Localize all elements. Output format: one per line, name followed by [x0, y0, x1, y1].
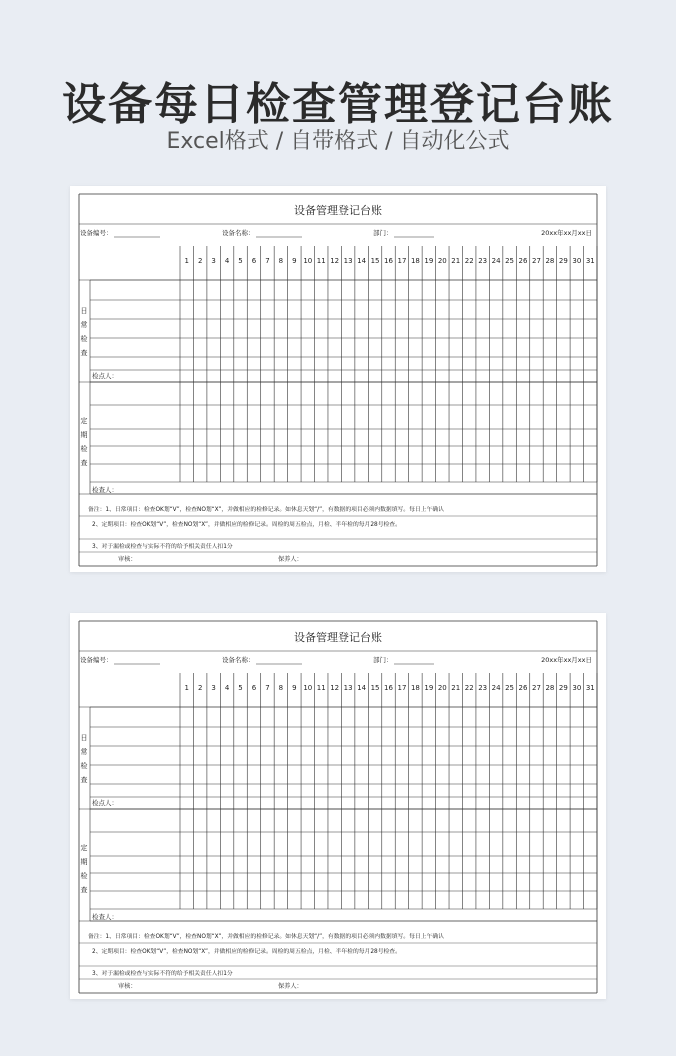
day-number-10: 10: [303, 257, 313, 265]
day-number-13: 13: [343, 684, 353, 692]
note-2: 2、定期项目：检查OK划“V”，检查NO划“X”，并做相应的检修记录。周检的周五检点，月检、半年检的每月28号检查。: [92, 522, 401, 528]
day-number-21: 21: [451, 684, 461, 692]
day-number-5: 5: [238, 257, 243, 265]
day-number-22: 22: [464, 684, 474, 692]
daily-section-label-char: 检: [80, 335, 88, 343]
day-number-25: 25: [505, 684, 515, 692]
day-number-30: 30: [572, 684, 582, 692]
day-number-17: 17: [397, 684, 407, 692]
day-number-19: 19: [424, 257, 434, 265]
day-number-5: 5: [238, 684, 243, 692]
day-number-8: 8: [278, 684, 284, 692]
day-number-20: 20: [437, 257, 447, 265]
day-number-27: 27: [532, 257, 541, 265]
day-number-9: 9: [292, 684, 297, 692]
day-number-11: 11: [316, 684, 326, 692]
day-number-9: 9: [292, 257, 297, 265]
day-number-28: 28: [545, 684, 555, 692]
day-number-15: 15: [370, 257, 380, 265]
day-number-28: 28: [545, 257, 555, 265]
daily-section-label-char: 查: [80, 349, 88, 357]
department-label: 部门：: [373, 229, 393, 237]
periodic-section-label-char: 查: [80, 459, 88, 467]
day-number-29: 29: [558, 257, 568, 265]
periodic-section-label-char: 期: [80, 858, 88, 866]
maintainer-label: 保养人：: [278, 983, 303, 990]
note-3: 3、对于漏检或检查与实际不符的给予相关责任人扣1分: [92, 971, 233, 977]
day-number-8: 8: [278, 257, 284, 265]
day-number-6: 6: [251, 684, 257, 692]
day-number-23: 23: [478, 257, 488, 265]
day-number-21: 21: [451, 257, 461, 265]
day-number-3: 3: [211, 684, 216, 692]
note-2: 2、定期项目：检查OK划“V”，检查NO划“X”，并做相应的检修记录。周检的周五检点，月检、半年检的每月28号检查。: [92, 949, 401, 955]
page-title: 设备每日检查管理登记台账: [62, 79, 614, 130]
equipment-name-label: 设备名称：: [222, 656, 255, 664]
ledger-sheet-1: [70, 186, 606, 572]
day-number-13: 13: [343, 257, 353, 265]
page-subtitle: Excel格式 / 自带格式 / 自动化公式: [166, 129, 510, 154]
day-number-12: 12: [330, 257, 340, 265]
day-number-23: 23: [478, 684, 488, 692]
day-number-25: 25: [505, 257, 515, 265]
day-number-12: 12: [330, 684, 340, 692]
checker-label: 检查人：: [92, 913, 118, 921]
periodic-section-label-char: 检: [80, 872, 88, 880]
day-number-30: 30: [572, 257, 582, 265]
day-number-4: 4: [224, 684, 230, 692]
equipment-no-label: 设备编号：: [80, 656, 113, 664]
sheet-title: 设备管理登记台账: [294, 631, 382, 644]
day-number-29: 29: [558, 684, 568, 692]
day-number-7: 7: [265, 257, 270, 265]
periodic-section-label-char: 检: [80, 445, 88, 453]
day-number-18: 18: [410, 257, 420, 265]
day-number-31: 31: [585, 684, 595, 692]
maintainer-label: 保养人：: [278, 556, 303, 563]
daily-section-label-char: 常: [80, 748, 88, 756]
inspector-label: 检点人：: [92, 799, 118, 807]
day-number-20: 20: [437, 684, 447, 692]
daily-section-label-char: 常: [80, 321, 88, 329]
day-number-16: 16: [384, 684, 393, 692]
day-number-2: 2: [197, 684, 203, 692]
checker-label: 检查人：: [92, 486, 118, 494]
reviewer-label: 审核：: [118, 556, 137, 563]
day-number-18: 18: [410, 684, 420, 692]
periodic-section-label-char: 定: [80, 417, 88, 425]
day-number-31: 31: [585, 257, 595, 265]
ledger-sheet-preview-1: [70, 186, 606, 572]
day-number-17: 17: [397, 257, 407, 265]
day-number-6: 6: [251, 257, 257, 265]
periodic-section-label-char: 查: [80, 886, 88, 894]
day-number-19: 19: [424, 684, 434, 692]
daily-section-label-char: 检: [80, 762, 88, 770]
day-number-1: 1: [184, 684, 189, 692]
day-number-24: 24: [491, 257, 501, 265]
day-number-1: 1: [184, 257, 189, 265]
daily-section-label-char: 日: [80, 307, 88, 315]
day-number-14: 14: [357, 257, 367, 265]
day-number-3: 3: [211, 257, 216, 265]
day-number-27: 27: [532, 684, 541, 692]
equipment-name-label: 设备名称：: [222, 229, 255, 237]
inspector-label: 检点人：: [92, 372, 118, 380]
reviewer-label: 审核：: [118, 983, 137, 990]
periodic-section-label-char: 期: [80, 431, 88, 439]
ledger-sheet-2: [70, 613, 606, 999]
daily-section-label-char: 查: [80, 776, 88, 784]
record-date: 20xx年xx月xx日: [541, 229, 592, 237]
record-date: 20xx年xx月xx日: [541, 656, 592, 664]
day-number-10: 10: [303, 684, 313, 692]
periodic-section-label-char: 定: [80, 844, 88, 852]
day-number-14: 14: [357, 684, 367, 692]
equipment-no-label: 设备编号：: [80, 229, 113, 237]
day-number-16: 16: [384, 257, 393, 265]
daily-section-label-char: 日: [80, 734, 88, 742]
day-number-15: 15: [370, 684, 380, 692]
sheet-title: 设备管理登记台账: [294, 204, 382, 217]
ledger-sheet-preview-2: [70, 613, 606, 999]
department-label: 部门：: [373, 656, 393, 664]
day-number-11: 11: [316, 257, 326, 265]
note-1: 备注：1、日常项目：检查OK划“V”，检查NO划“X”，并做相应的检修记录。如休息天划“/”，有数据的项目必须内数据填写。每日上午确认: [88, 934, 444, 940]
day-number-22: 22: [464, 257, 474, 265]
day-number-26: 26: [518, 257, 528, 265]
note-1: 备注：1、日常项目：检查OK划“V”，检查NO划“X”，并做相应的检修记录。如休息天划“/”，有数据的项目必须内数据填写。每日上午确认: [88, 507, 444, 513]
day-number-2: 2: [197, 257, 203, 265]
day-number-7: 7: [265, 684, 270, 692]
note-3: 3、对于漏检或检查与实际不符的给予相关责任人扣1分: [92, 544, 233, 550]
day-number-4: 4: [224, 257, 230, 265]
day-number-24: 24: [491, 684, 501, 692]
day-number-26: 26: [518, 684, 528, 692]
